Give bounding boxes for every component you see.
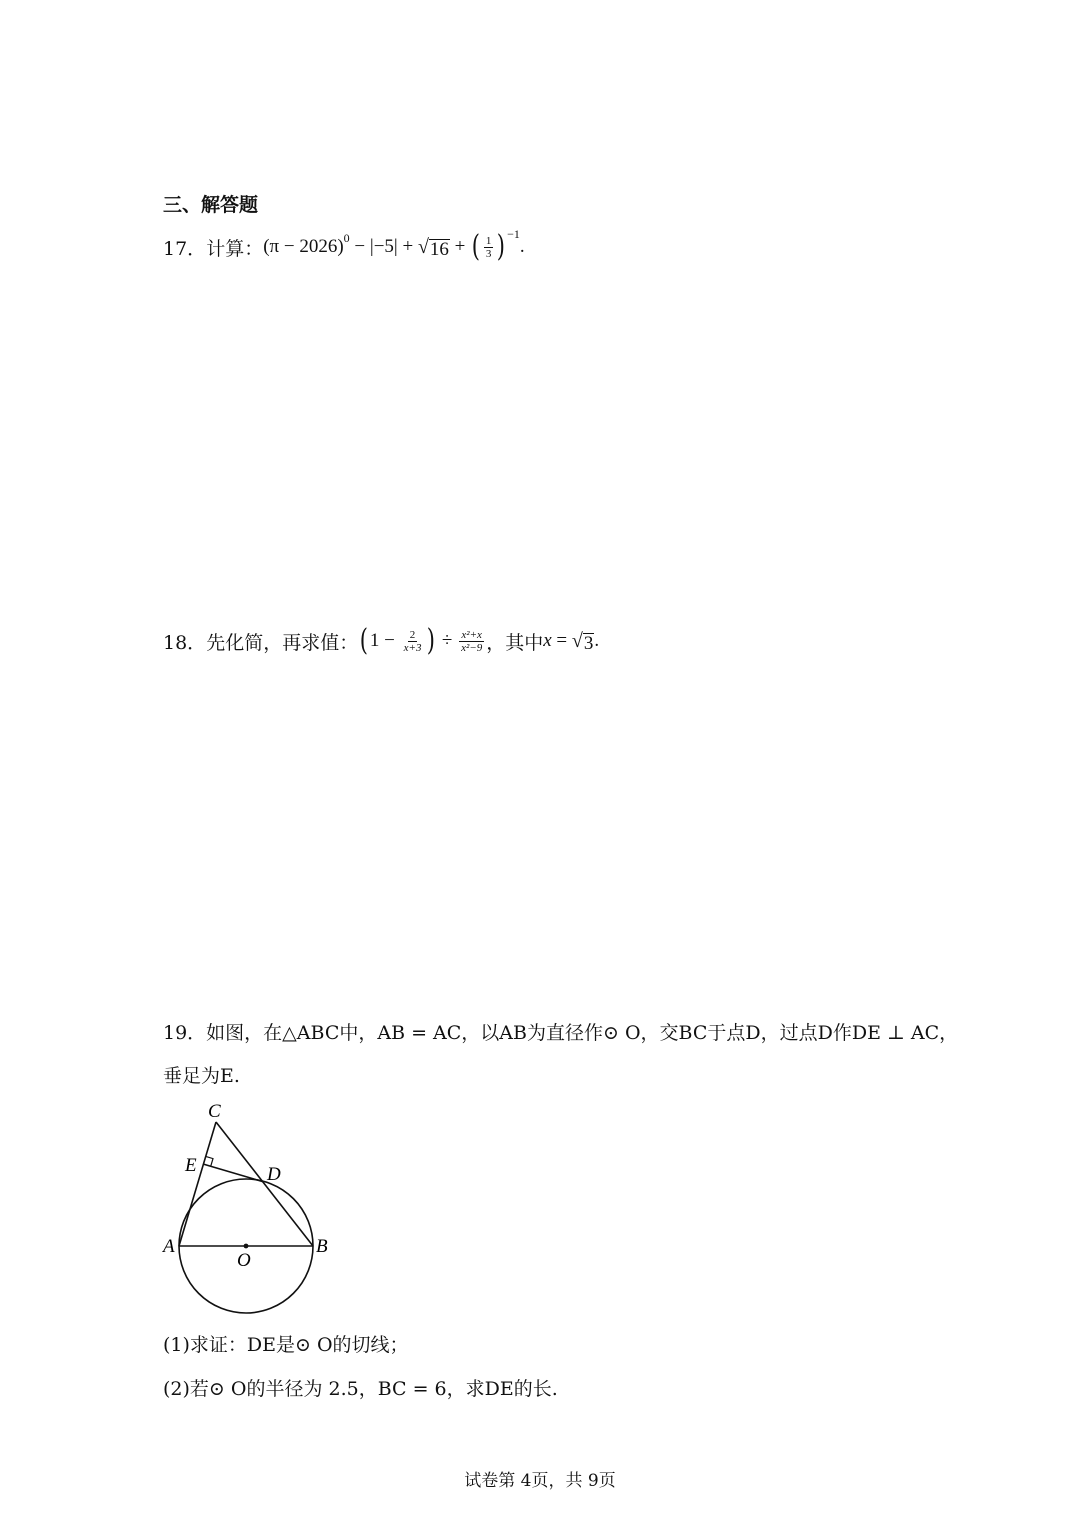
geometry-figure	[150, 1095, 350, 1320]
question-18	[163, 623, 600, 658]
q17-frac-den: 3	[485, 247, 492, 260]
right-paren: )	[427, 623, 436, 658]
q18-frac2-num: x²+x	[461, 628, 482, 641]
q18-where: ，其中	[486, 631, 544, 654]
q17-expr-part2: − |−5| +	[349, 236, 418, 257]
segment-de	[203, 1164, 264, 1182]
question-19-line-2: 垂足为E.	[163, 1065, 240, 1087]
page-footer: 试卷第 4页，共 9页	[464, 1471, 616, 1491]
q17-expr-part1: (π − 2026)	[263, 236, 344, 257]
label-e: E	[185, 1155, 197, 1176]
label-d: D	[267, 1164, 281, 1185]
question-17	[163, 226, 525, 264]
label-b: B	[316, 1236, 328, 1257]
q18-one-minus: 1 −	[369, 630, 400, 651]
q18-fraction-1	[402, 629, 424, 654]
left-paren: (	[359, 623, 369, 658]
q18-eq: =	[551, 630, 572, 651]
right-paren: )	[497, 229, 506, 264]
radical-sign: √	[571, 629, 583, 652]
q17-fraction	[484, 235, 494, 260]
question-19-part-1: (1)求证：DE是⊙ O的切线；	[163, 1334, 409, 1356]
question-19-part-2: (2)若⊙ O的半径为 2.5，BC = 6，求DE的长.	[163, 1378, 558, 1400]
q18-div: ÷	[437, 630, 458, 651]
q17-frac-num: 1	[485, 234, 492, 247]
question-19-line-1: 19．如图，在△ABC中，AB = AC，以AB为直径作⊙ O，交BC于点D，过点D作DE ⊥ AC，	[163, 1022, 959, 1044]
left-paren: (	[471, 229, 481, 264]
label-a: A	[163, 1236, 175, 1257]
section-title: 三、解答题	[163, 194, 259, 216]
q17-exp-zero: 0	[343, 230, 350, 245]
q17-number: 17．	[163, 237, 207, 260]
q18-fraction-2	[459, 629, 484, 654]
label-c: C	[208, 1101, 221, 1122]
q18-number: 18．	[163, 631, 207, 654]
radical-sign: √	[417, 235, 429, 258]
q17-end: .	[519, 236, 525, 257]
q17-sqrt-arg: 16	[429, 238, 449, 260]
q18-prompt: 先化简，再求值：	[206, 631, 359, 654]
q18-sqrt-arg: 3	[583, 632, 594, 654]
q18-frac1-num: 2	[409, 628, 416, 641]
q18-var-x: x	[543, 630, 552, 651]
label-o: O	[237, 1250, 251, 1271]
q17-plus: +	[449, 236, 471, 257]
q18-end: .	[594, 630, 600, 651]
q17-exp-neg1: −1	[507, 226, 520, 241]
center-point	[244, 1244, 249, 1249]
segment-cb	[216, 1122, 313, 1246]
q18-sqrt	[572, 630, 594, 653]
q18-frac2-den: x²−9	[461, 641, 483, 654]
segment-ac	[179, 1122, 216, 1246]
q17-sqrt	[418, 236, 450, 259]
q17-prompt: 计算：	[206, 237, 264, 260]
q18-frac1-den: x+3	[403, 641, 422, 654]
